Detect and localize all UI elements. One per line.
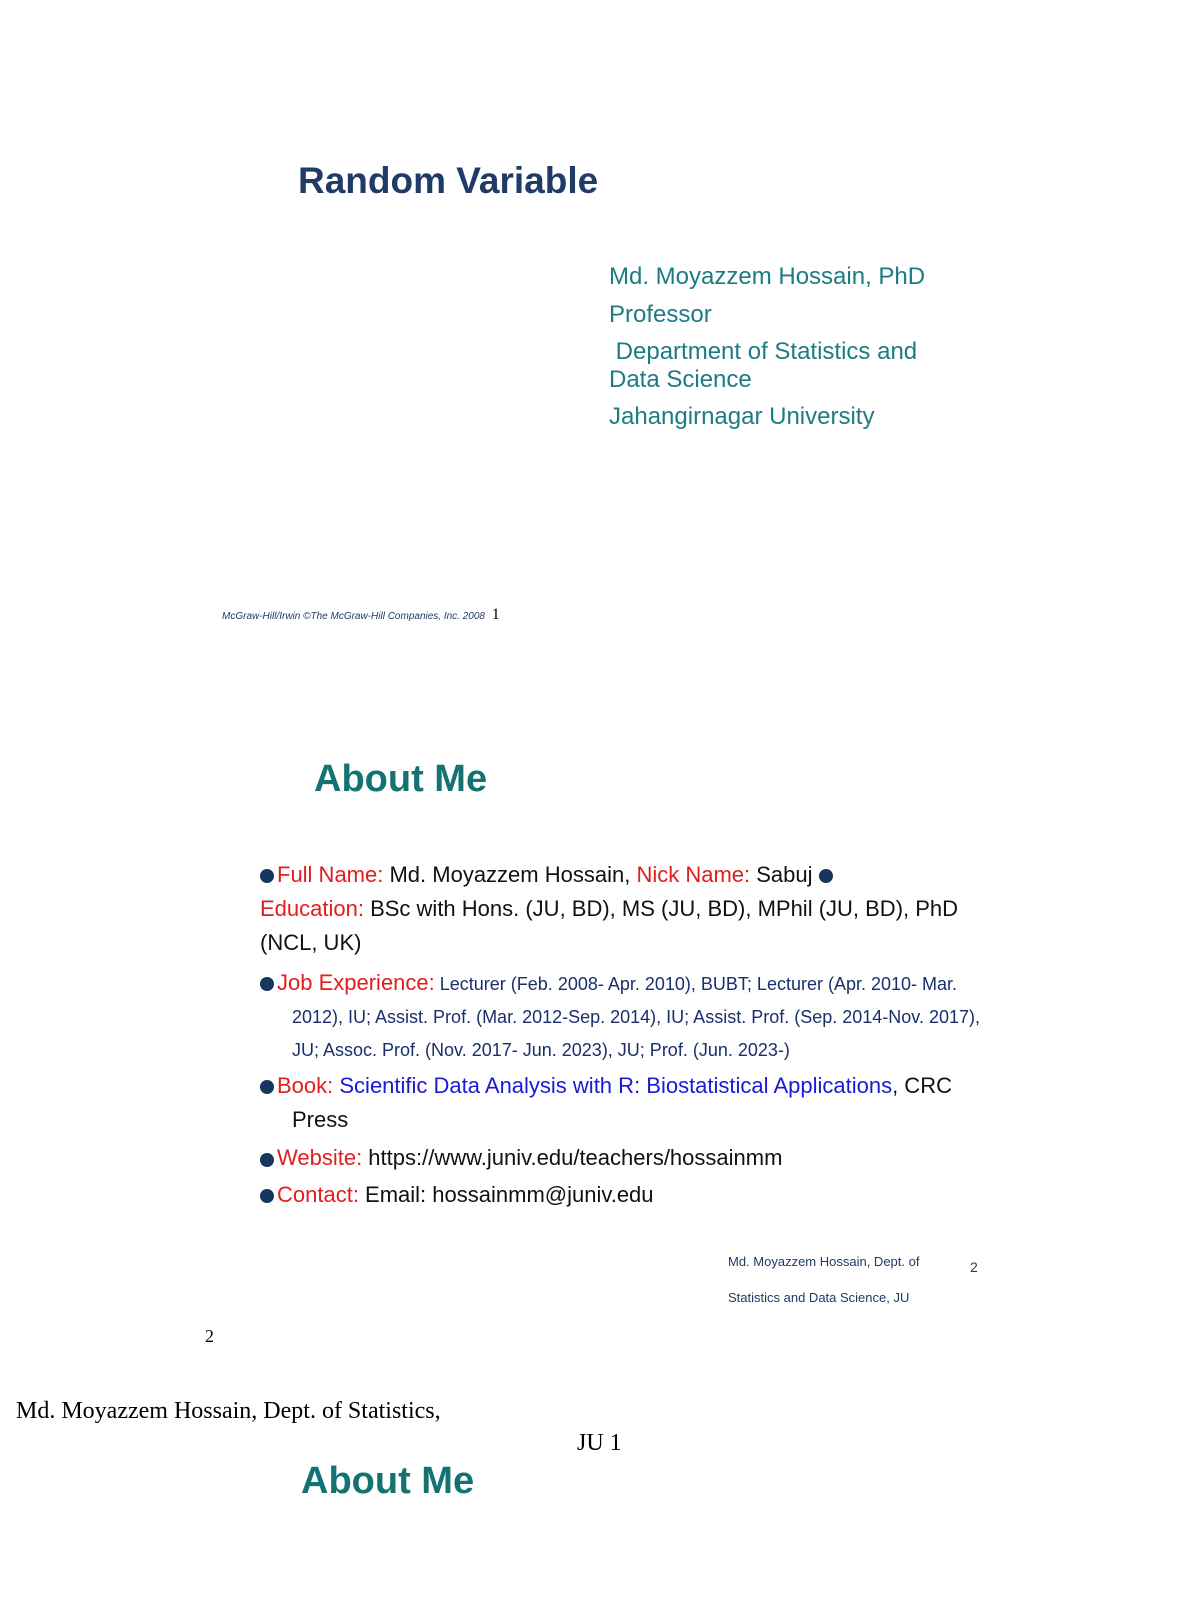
university: Jahangirnagar University [609, 403, 875, 431]
slide1-title: Random Variable [298, 160, 599, 201]
copyright-text: McGraw-Hill/Irwin ©The McGraw-Hill Companies, Inc. 2008 [222, 611, 485, 622]
bullet-contact [260, 1178, 980, 1212]
slide3-title: About Me [301, 1460, 475, 1502]
website-value[interactable]: https://www.juniv.edu/teachers/hossainmm [362, 1145, 783, 1171]
copyright-footer [222, 606, 500, 624]
bullet-name-education [260, 858, 980, 960]
website-label: Website: [277, 1145, 363, 1171]
bullet-dot-icon [819, 869, 833, 883]
bullet-website [260, 1141, 980, 1175]
slide1-page-number: 1 [491, 606, 500, 623]
about-me-bullets [260, 858, 980, 1212]
full-name-value: Md. Moyazzem Hossain, [383, 862, 637, 887]
contact-label: Contact: [277, 1181, 359, 1207]
bullet-dot-icon [260, 869, 274, 883]
department-line2: Data Science [609, 365, 752, 393]
slide2-title: About Me [314, 758, 488, 800]
bullet-dot-icon [260, 1153, 274, 1167]
page-footer-line2: JU 1 [577, 1430, 622, 1456]
nick-name-label: Nick Name: [636, 862, 751, 887]
slide2-footer-line1: Md. Moyazzem Hossain, Dept. of [728, 1254, 920, 1269]
bullet-dot-icon [260, 977, 274, 991]
education-value: BSc with Hons. (JU, BD), MS (JU, BD), MPhil (JU, BD), PhD (NCL, UK) [260, 896, 959, 956]
author-name: Md. Moyazzem Hossain, PhD [609, 263, 926, 290]
bullet-dot-icon [260, 1080, 274, 1094]
contact-value[interactable]: Email: hossainmm@juniv.edu [358, 1181, 654, 1207]
full-name-label: Full Name: [277, 862, 384, 887]
job-label: Job Experience: [277, 970, 435, 996]
slide2-footer [728, 1244, 919, 1316]
slide2-page-number: 2 [970, 1259, 978, 1275]
slide2-footer-line2: Statistics and Data Science, JU [728, 1290, 910, 1305]
author-block [609, 263, 925, 431]
book-title: Scientific Data Analysis with R: Biostatistical Applications [333, 1073, 893, 1099]
department-line1: Department of Statistics and [609, 338, 918, 366]
job-value: Lecturer (Feb. 2008- Apr. 2010), BUBT; Lecturer (Apr. 2010- Mar. 2012), IU; Assist. Prof. (Mar. 2012-Sep. 2014), IU; Assist. Prof. (Sep. 2014-Nov. 2017), JU; Assoc. Prof. (Nov. 2017- Jun. 2023), JU; Prof. (Jun. 2023-) [292, 974, 980, 1061]
education-label: Education: [260, 896, 364, 922]
bullet-book [260, 1069, 980, 1137]
page-number: 2 [205, 1326, 214, 1346]
bullet-job [260, 966, 980, 1065]
nick-name-value: Sabuj [750, 862, 813, 887]
page-footer-line1: Md. Moyazzem Hossain, Dept. of Statistics, [16, 1398, 441, 1424]
bullet-dot-icon [260, 1189, 274, 1203]
book-publisher: , CRC Press [292, 1073, 952, 1133]
author-role: Professor [609, 300, 712, 328]
book-label: Book: [277, 1073, 334, 1099]
